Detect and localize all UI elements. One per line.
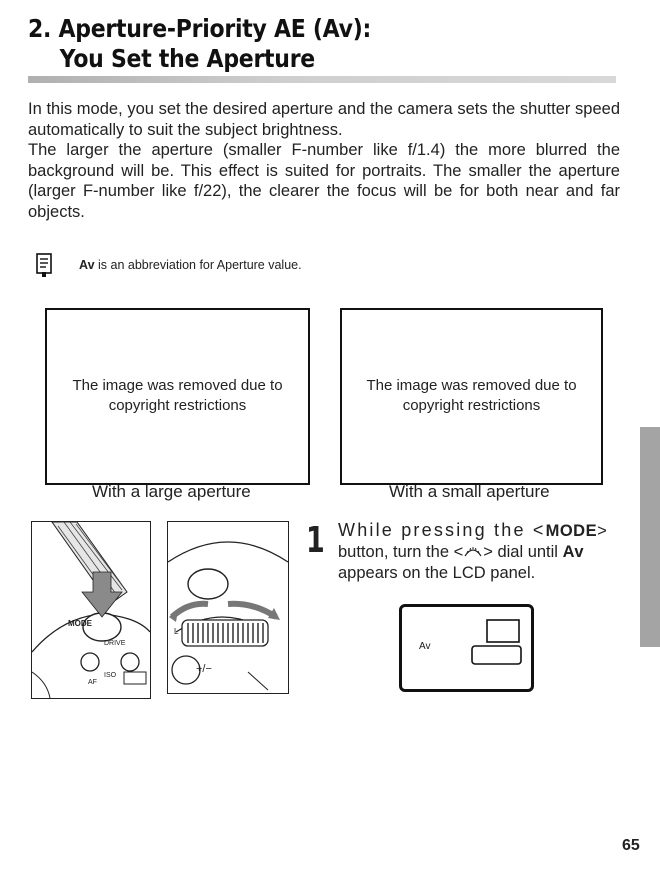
chapter-side-tab xyxy=(640,427,660,647)
step-1-text xyxy=(338,520,628,584)
note-bold: Av xyxy=(79,258,95,272)
lcd-segment-display xyxy=(471,618,523,668)
step-text-a: While pressing the < xyxy=(338,520,546,540)
note-body: is an abbreviation for Aperture value. xyxy=(94,258,302,272)
image-placeholder-large-aperture xyxy=(45,308,310,485)
dial-l-label: L xyxy=(174,627,179,636)
lcd-panel xyxy=(399,604,534,692)
main-dial-illustration xyxy=(167,521,289,694)
title-rule xyxy=(28,76,616,83)
caption-large-aperture: With a large aperture xyxy=(92,482,251,501)
mode-button-label: MODE xyxy=(545,522,598,540)
mode-label: MODE xyxy=(68,619,92,628)
step-text-d: appears on the LCD panel. xyxy=(338,564,536,582)
intro-paragraph-2: The larger the aperture (smaller F-number like f/1.4) the more blurred the background will be. This effect is suited for portraits. The smaller the aperture (larger F-number like f/22), the clearer the focus will be for both near and far objects. xyxy=(28,141,620,221)
iso-label: ISO xyxy=(104,672,117,679)
af-label: AF xyxy=(88,679,97,686)
image-removed-message: The image was removed due to copyright restrictions xyxy=(366,377,577,414)
title-line-1: 2. Aperture-Priority AE (Av): xyxy=(28,14,372,43)
caption-small-aperture: With a small aperture xyxy=(389,482,550,501)
step-text-b: > button, turn the < xyxy=(338,522,607,561)
intro-text xyxy=(28,99,620,222)
av-label: Av xyxy=(562,543,585,561)
image-placeholder-small-aperture xyxy=(340,308,603,485)
image-removed-message: The image was removed due to copyright restrictions xyxy=(72,377,283,414)
page-title xyxy=(28,14,521,74)
step-text-c: > dial until xyxy=(483,543,563,561)
note-icon xyxy=(36,253,52,277)
title-line-2: You Set the Aperture xyxy=(59,44,315,73)
note-text xyxy=(79,258,302,272)
intro-paragraph-1: In this mode, you set the desired aperture and the camera sets the shutter speed automatically to suit the subject brightness. xyxy=(28,100,620,139)
exposure-comp-label: +/− xyxy=(196,663,212,675)
main-dial-icon xyxy=(463,545,483,557)
camera-mode-button-illustration xyxy=(31,521,151,699)
page-number: 65 xyxy=(622,837,640,854)
lcd-av-indicator: Av xyxy=(419,641,431,652)
step-number: 1 xyxy=(306,520,325,561)
drive-label: DRIVE xyxy=(104,640,126,647)
